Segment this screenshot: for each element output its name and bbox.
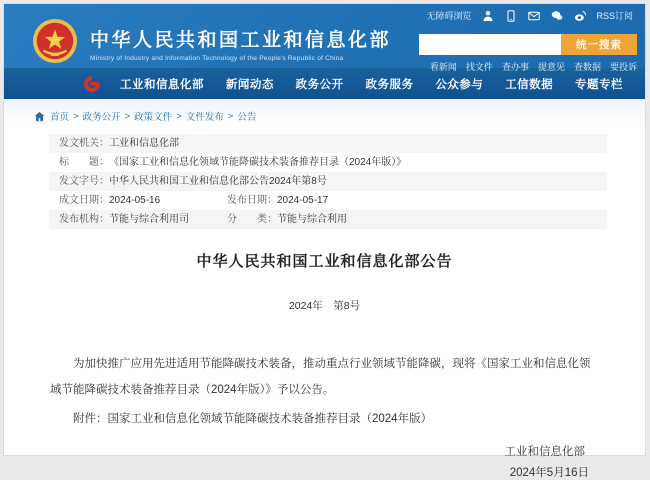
mascot-icon[interactable] <box>481 9 494 22</box>
meta-value: 《国家工业和信息化领域节能降碳技术装备推荐目录（2024年版）》 <box>109 157 407 168</box>
rss-link[interactable]: RSS订阅 <box>596 11 633 21</box>
nav-item-topics[interactable]: 专题专栏 <box>574 78 623 91</box>
nav-item-participation[interactable]: 公众参与 <box>435 78 484 91</box>
nav-item-miit[interactable]: 工业和信息化部 <box>120 78 204 91</box>
mobile-icon[interactable] <box>504 9 517 22</box>
quick-link-news[interactable]: 看新闻 <box>429 62 457 72</box>
article-date: 2024年5月16日 <box>509 467 589 479</box>
site-header <box>4 4 645 72</box>
meta-value: 节能与综合利用 <box>277 214 347 225</box>
meta-value: 工业和信息化部 <box>109 138 179 149</box>
miit-logo-icon <box>82 74 102 94</box>
breadcrumb <box>34 109 645 123</box>
search-bar <box>419 34 637 55</box>
breadcrumb-gov-disclosure[interactable]: 政务公开 <box>82 112 121 123</box>
meta-row-doc-number <box>49 172 607 191</box>
site-title: 中华人民共和国工业和信息化部 <box>90 30 392 51</box>
search-input[interactable] <box>419 34 561 55</box>
meta-label: 标 题： <box>59 157 109 168</box>
breadcrumb-separator: > <box>227 110 234 122</box>
article-attachment[interactable]: 附件：国家工业和信息化领域节能降碳技术装备推荐目录（2024年版） <box>73 413 433 425</box>
article-body <box>4 250 645 480</box>
wechat-icon[interactable] <box>550 9 563 22</box>
quick-links <box>430 60 637 73</box>
meta-value: 2024-05-17 <box>277 195 329 206</box>
nav-item-gov-services[interactable]: 政务服务 <box>365 78 414 91</box>
meta-label: 成文日期： <box>59 195 109 206</box>
national-emblem-icon <box>32 18 78 64</box>
breadcrumb-separator: > <box>73 110 79 122</box>
document-meta-table <box>49 134 607 229</box>
search-button[interactable]: 统一搜索 <box>561 34 637 55</box>
accessibility-link[interactable]: 无障碍浏览 <box>426 11 472 21</box>
site-subtitle: Ministry of Industry and Information Technology of the People's Republic of China <box>90 55 344 62</box>
meta-label: 分 类： <box>227 214 277 225</box>
meta-label: 发布日期： <box>227 195 277 206</box>
quick-link-data[interactable]: 查数据 <box>573 62 601 72</box>
quick-link-files[interactable]: 找文件 <box>465 62 493 72</box>
quick-link-services[interactable]: 查办事 <box>501 62 529 72</box>
article-signature: 工业和信息化部 <box>504 446 585 458</box>
breadcrumb-file-release[interactable]: 文件发布 <box>185 112 224 123</box>
meta-label: 发布机构： <box>59 214 109 225</box>
meta-value: 2024-05-16 <box>109 195 161 206</box>
meta-row-title <box>49 153 607 172</box>
quick-link-feedback[interactable]: 提意见 <box>537 62 565 72</box>
site-brand <box>90 25 391 62</box>
meta-row-publisher-category <box>49 210 607 229</box>
nav-items <box>106 76 645 92</box>
breadcrumb-policy-files[interactable]: 政策文件 <box>134 112 173 123</box>
utility-bar <box>426 9 633 22</box>
meta-value: 中华人民共和国工业和信息化部公告2024年第8号 <box>109 176 327 187</box>
meta-row-issuing-authority <box>49 134 607 153</box>
meta-value: 节能与综合利用司 <box>109 214 189 225</box>
meta-label: 发文字号： <box>59 176 109 187</box>
nav-item-news[interactable]: 新闻动态 <box>225 78 274 91</box>
breadcrumb-separator: > <box>124 110 131 122</box>
breadcrumb-home[interactable]: 首页 <box>50 112 70 123</box>
weibo-icon[interactable] <box>573 9 586 22</box>
meta-row-dates <box>49 191 607 210</box>
article-title: 中华人民共和国工业和信息化部公告 <box>196 253 453 270</box>
page-container <box>3 3 646 479</box>
article-doc-number: 2024年 第8号 <box>288 300 361 312</box>
nav-item-data[interactable]: 工信数据 <box>505 78 554 91</box>
home-icon[interactable] <box>34 111 45 122</box>
quick-link-complaint[interactable]: 要投诉 <box>609 62 637 72</box>
mail-icon[interactable] <box>527 9 540 22</box>
breadcrumb-separator: > <box>176 110 182 122</box>
breadcrumb-announcement[interactable]: 公告 <box>237 112 257 123</box>
nav-item-gov-disclosure[interactable]: 政务公开 <box>295 78 344 91</box>
article-paragraph: 为加快推广应用先进适用节能降碳技术装备，推动重点行业领域节能降碳，现将《国家工业和信息化领域节能降碳技术装备推荐目录（2024年版）》予以公告。 <box>50 358 591 396</box>
breadcrumb-section <box>4 99 645 130</box>
meta-label: 发文机关： <box>59 138 109 149</box>
